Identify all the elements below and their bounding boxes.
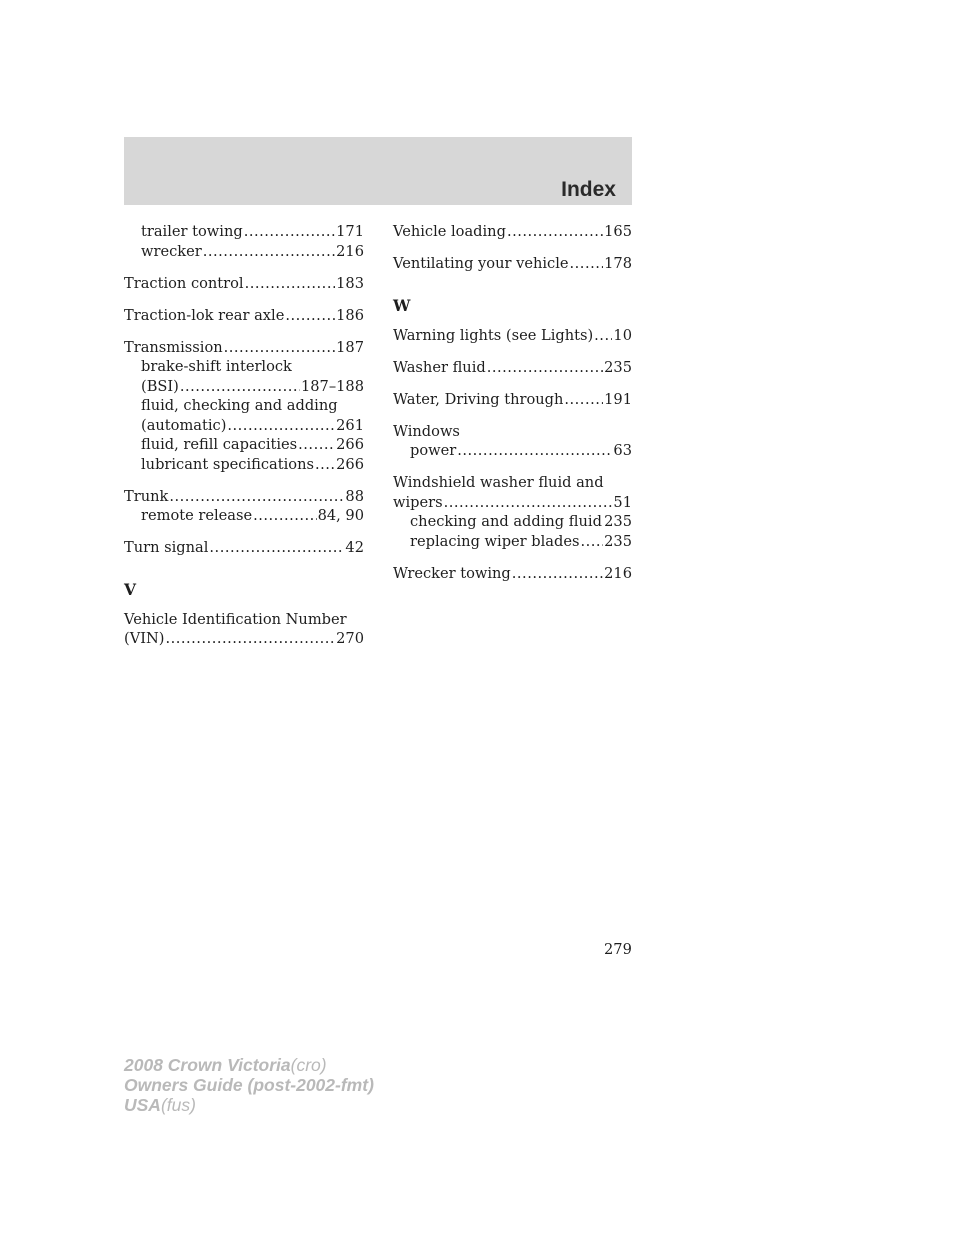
header-band: [124, 137, 632, 205]
index-entry: Washer fluid ..... 235: [393, 358, 632, 378]
index-entry-line: fluid, checking and adding: [141, 397, 338, 414]
index-entry: Warning lights (see Lights) ..... 10: [393, 326, 632, 346]
footer-guide: Owners Guide (post-2002-fmt): [124, 1075, 374, 1095]
index-letter-heading: V: [124, 579, 137, 599]
index-letter-heading: W: [393, 295, 411, 315]
index-entry: Ventilating your vehicle ..... 178: [393, 254, 632, 274]
footer: [124, 1055, 374, 1115]
index-entry: trailer towing ..... 171: [124, 222, 364, 242]
index-entry-line: Windows: [393, 422, 460, 440]
page-number: 279: [604, 941, 632, 958]
index-entry: remote release ..... 84, 90: [124, 506, 364, 526]
footer-model: 2008 Crown Victoria: [124, 1055, 291, 1075]
index-entry: (automatic) ..... 261: [124, 416, 364, 436]
footer-line: [124, 1055, 374, 1075]
section-title: Index: [561, 178, 616, 201]
footer-line: [124, 1095, 374, 1115]
index-entry: Water, Driving through ..... 191: [393, 390, 632, 410]
index-entry-line: Vehicle Identification Number: [124, 610, 347, 628]
index-entry-line: brake-shift interlock: [141, 358, 292, 375]
index-entry: wrecker ..... 216: [124, 242, 364, 262]
footer-model-code: (cro): [290, 1055, 327, 1075]
index-entry: Trunk ..... 88: [124, 487, 364, 507]
index-entry: Turn signal ..... 42: [124, 538, 364, 558]
index-entry: Traction control ..... 183: [124, 274, 364, 294]
index-entry: (BSI) ..... 187–188: [124, 377, 364, 397]
footer-market: USA: [124, 1095, 161, 1115]
footer-market-code: (fus): [160, 1095, 196, 1115]
index-entry: (VIN) ..... 270: [124, 629, 364, 649]
index-entry: Vehicle loading ..... 165: [393, 222, 632, 242]
index-entry: replacing wiper blades ..... 235: [393, 532, 632, 552]
index-entry: fluid, refill capacities ..... 266: [124, 435, 364, 455]
index-entry: checking and adding fluid ..... 235: [393, 512, 632, 532]
index-entry: Transmission ..... 187: [124, 338, 364, 358]
index-column-left: [124, 222, 364, 649]
index-entry: Wrecker towing ..... 216: [393, 564, 632, 584]
footer-line: [124, 1075, 374, 1095]
index-entry: Traction-lok rear axle ..... 186: [124, 306, 364, 326]
index-entry: power ..... 63: [393, 441, 632, 461]
index-entry-line: Windshield washer fluid and: [393, 474, 604, 491]
index-entry: wipers ..... 51: [393, 493, 632, 513]
index-entry: lubricant specifications ..... 266: [124, 455, 364, 475]
index-column-right: [393, 222, 632, 583]
